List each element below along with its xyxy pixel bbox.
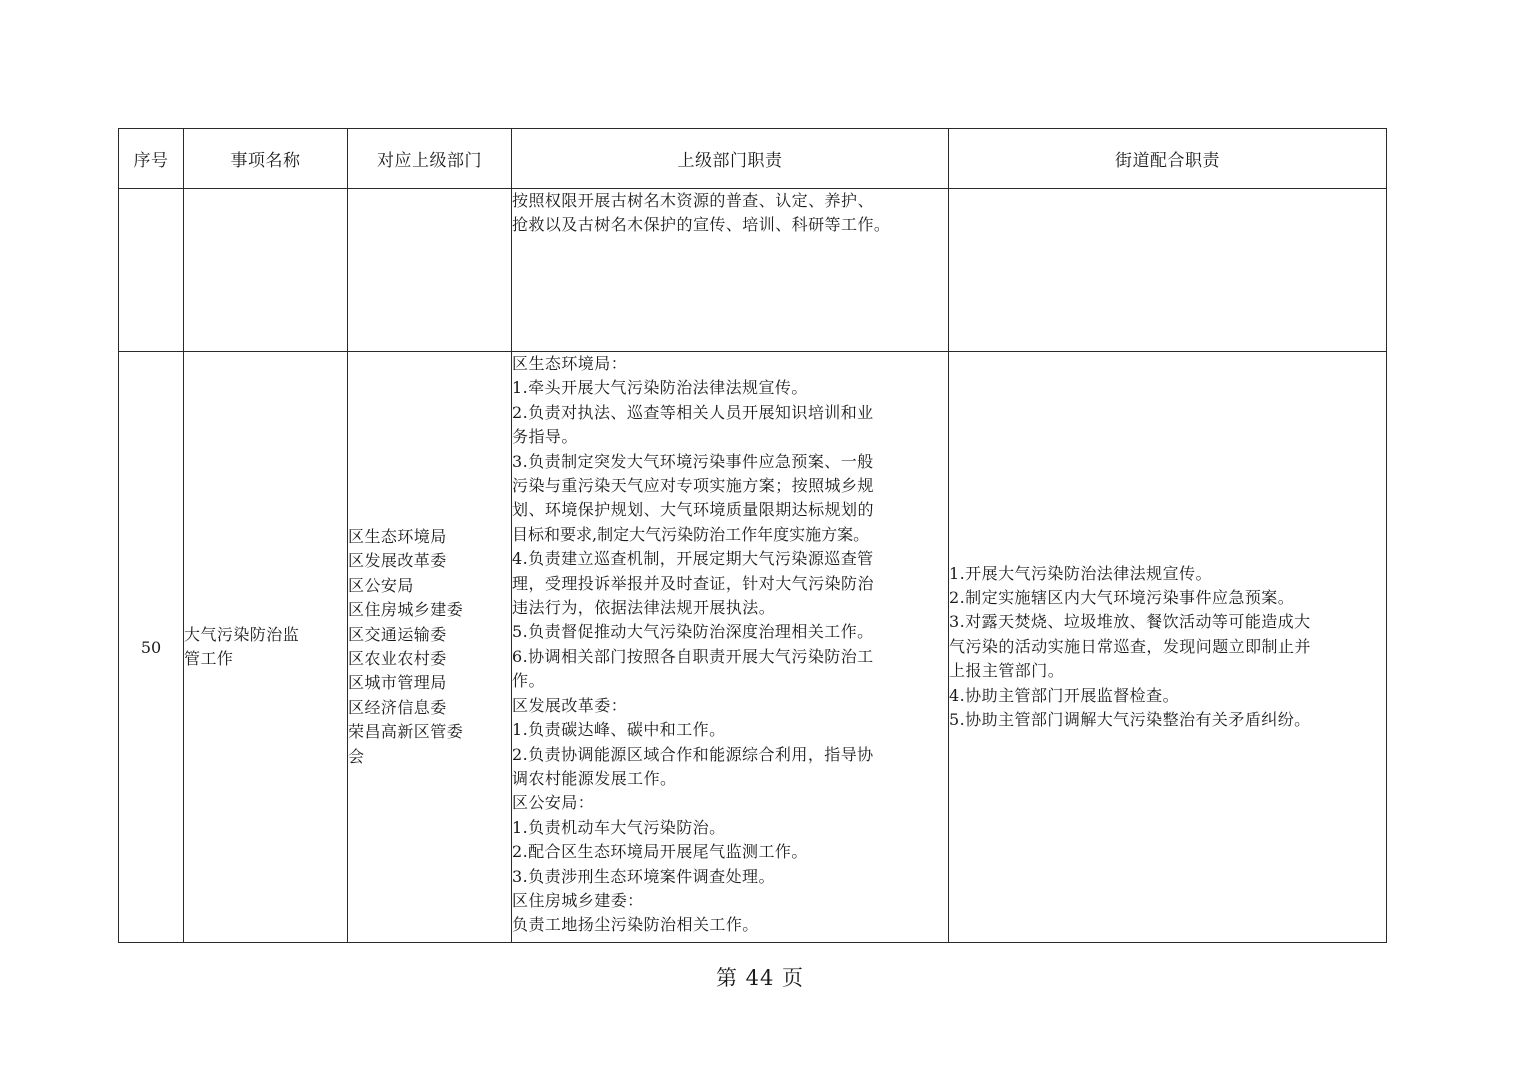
street-duty-line: 气污染的活动实施日常巡查，发现问题立即制止并 — [949, 636, 1311, 656]
continued-street-duty-cell — [949, 189, 1387, 352]
street-duty-line: 2.制定实施辖区内大气环境污染事件应急预案。 — [949, 587, 1295, 607]
duty-text-line: 作。 — [512, 671, 545, 691]
street-duty-cell — [949, 352, 1387, 943]
page-number: 第 44 页 — [715, 966, 805, 990]
duty-text-line: 2.负责协调能源区域合作和能源综合利用，指导协 — [512, 744, 874, 764]
duty-text-line: 1.牵头开展大气污染防治法律法规宣传。 — [512, 378, 808, 398]
duty-text-line: 1.负责碳达峰、碳中和工作。 — [512, 720, 726, 740]
duty-text-line: 2.配合区生态环境局开展尾气监测工作。 — [512, 842, 808, 862]
department-line: 区农业农村委 — [348, 649, 447, 668]
department-line: 会 — [348, 746, 365, 766]
table-row-continued — [119, 189, 1387, 352]
duty-text-line: 区生态环境局： — [512, 354, 628, 373]
duty-text-line: 划、环境保护规划、大气环境质量限期达标规划的 — [512, 500, 874, 520]
department-line: 区经济信息委 — [348, 697, 447, 717]
department-cell — [348, 352, 512, 943]
duty-text-line: 区公安局： — [512, 793, 595, 813]
street-duty-line: 上报主管部门。 — [949, 661, 1065, 681]
continued-department-cell — [348, 189, 512, 352]
duty-text-line: 1.负责机动车大气污染防治。 — [512, 817, 726, 837]
continued-superior-duty-cell — [512, 189, 949, 352]
header-superior-duty: 上级部门职责 — [512, 129, 949, 189]
street-duty-line: 3.对露天焚烧、垃圾堆放、餐饮活动等可能造成大 — [949, 612, 1311, 632]
department-line: 区住房城乡建委 — [348, 600, 464, 620]
table-header-row — [119, 129, 1387, 189]
department-line: 区交通运输委 — [348, 624, 447, 644]
duty-text-line: 按照权限开展古树名木资源的普查、认定、养护、 — [512, 191, 874, 210]
department-line: 荣昌高新区管委 — [348, 722, 464, 742]
header-superior-department: 对应上级部门 — [348, 129, 512, 189]
duty-text-line: 3.负责涉刑生态环境案件调查处理。 — [512, 866, 775, 886]
duty-text-line: 抢救以及古树名木保护的宣传、培训、科研等工作。 — [512, 215, 891, 235]
item-name-line: 管工作 — [184, 649, 234, 668]
duty-text-line: 务指导。 — [512, 427, 578, 447]
header-item-name: 事项名称 — [184, 129, 348, 189]
item-name-cell — [184, 352, 348, 943]
duty-text-line: 污染与重污染天气应对专项实施方案；按照城乡规 — [512, 476, 874, 496]
duty-text-line: 6.协调相关部门按照各自职责开展大气污染防治工 — [512, 646, 874, 666]
item-name-line: 大气污染防治监 — [184, 624, 300, 644]
department-line: 区生态环境局 — [348, 526, 447, 546]
continued-name-cell — [184, 189, 348, 352]
header-index: 序号 — [119, 129, 184, 189]
duty-text-line: 3.负责制定突发大气环境污染事件应急预案、一般 — [512, 451, 874, 471]
department-line: 区发展改革委 — [348, 551, 447, 571]
duty-text-line: 目标和要求,制定大气污染防治工作年度实施方案。 — [512, 524, 870, 544]
superior-duty-cell — [512, 352, 949, 943]
duty-text-line: 2.负责对执法、巡查等相关人员开展知识培训和业 — [512, 402, 874, 422]
row-index: 50 — [119, 352, 184, 943]
duty-table — [118, 128, 1387, 943]
header-street-duty: 街道配合职责 — [949, 129, 1387, 189]
duty-text-line: 区住房城乡建委： — [512, 890, 644, 910]
street-duty-line: 4.协助主管部门开展监督检查。 — [949, 685, 1180, 705]
duty-text-line: 区发展改革委： — [512, 695, 628, 715]
table-row-50 — [119, 352, 1387, 943]
duty-text-line: 理，受理投诉举报并及时查证，针对大气污染防治 — [512, 573, 874, 593]
street-duty-line: 1.开展大气污染防治法律法规宣传。 — [949, 563, 1212, 583]
duty-text-line: 调农村能源发展工作。 — [512, 768, 677, 788]
duty-text-line: 4.负责建立巡查机制，开展定期大气污染源巡查管 — [512, 549, 874, 569]
street-duty-line: 5.协助主管部门调解大气污染整治有关矛盾纠纷。 — [949, 710, 1311, 730]
department-line: 区城市管理局 — [348, 673, 447, 693]
department-line: 区公安局 — [348, 575, 414, 595]
duty-text-line: 负责工地扬尘污染防治相关工作。 — [512, 915, 759, 935]
continued-index-cell — [119, 189, 184, 352]
duty-text-line: 违法行为，依据法律法规开展执法。 — [512, 598, 776, 618]
duty-text-line: 5.负责督促推动大气污染防治深度治理相关工作。 — [512, 622, 874, 642]
